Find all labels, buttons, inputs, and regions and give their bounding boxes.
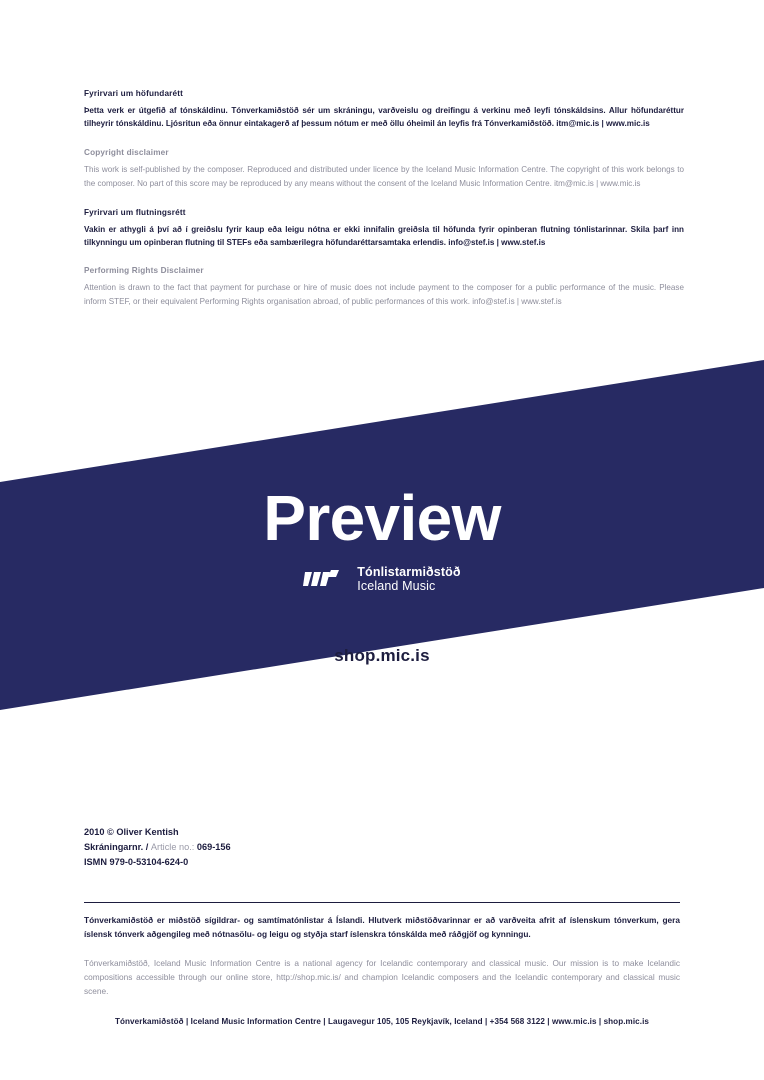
performing-rights-icelandic-body: Vakin er athygli á því að í greiðslu fyrir kaup eða leigu nótna er ekki innifalin greiðsla til höfunda fyrir opinberan flutning tónlistarinnar. Skila þarf inn tilkynningu um opinberan flutning til STEFs eða sambærilegra höfundaréttarsamtaka erlendis. info@stef.is | www.stef.is (84, 224, 684, 248)
article-number-line (84, 840, 684, 855)
ismn-number: ISMN 979-0-53104-624-0 (84, 856, 189, 867)
performing-rights-english-heading: Performing Rights Disclaimer (84, 266, 204, 276)
about-text-icelandic: Tónverkamiðstöð er miðstöð sígildrar- og samtímatónlistar á Íslandi. Hlutverk miðstöðvarinnar er að varðveita afrit af íslenskum tónverkum, gera íslensk tónverk aðgengileg með nótnasölu- og leigu og styðja starf íslenskra tónskálda með ráðgjöf og kynningu. (84, 915, 680, 940)
article-number-label-is: Skráningarnr. / (84, 841, 149, 852)
copyright-disclaimer-english-heading: Copyright disclaimer (84, 147, 169, 157)
preview-watermark-text: Preview (263, 482, 501, 554)
performing-rights-icelandic (84, 207, 684, 250)
mic-logo-line-2: Iceland Music (357, 579, 436, 593)
copyright-disclaimer-english-body: This work is self-published by the composer. Reproduced and distributed under licence by the Iceland Music Information Centre. The copyright of this work belongs to the composer. No part of this score may be reproduced by any means without the consent of the Iceland Music Information Centre. itm@mic.is | www.mic.is (84, 164, 684, 188)
copyright-disclaimer-icelandic (84, 88, 684, 131)
copyright-disclaimer-icelandic-body: Þetta verk er útgefið af tónskáldinu. Tónverkamiðstöð sér um skráningu, varðveislu og dreifingu á verkinu með leyfi tónskáldsins. Allur höfundaréttur tilheyrir tónskáldinu. Ljósritun eða önnur eintakagerð af þessum nótum er með öllu óheimil án leyfis frá Tónverkamiðstöð. itm@mic.is | www.mic.is (84, 106, 684, 129)
copyright-disclaimer-icelandic-heading: Fyrirvari um höfundarétt (84, 89, 184, 98)
about-text-english: Tónverkamiðstöð, Iceland Music Information Centre is a national agency for Icelandic contemporary and classical music. Our mission is to make Icelandic compositions accessible through our online store, http://shop.mic.is/ and champion Icelandic composers and the Icelandic contemporary and classical music scene. (84, 957, 680, 997)
shop-url-text: shop.mic.is (334, 646, 430, 665)
copyright-year-composer: 2010 © Oliver Kentish (84, 827, 179, 837)
legal-notices (84, 88, 684, 309)
copyright-disclaimer-english (84, 147, 684, 191)
footer-contact-line: Tónverkamiðstöð | Iceland Music Information Centre | Laugavegur 105, 105 Reykjavík, Iceland | +354 568 3122 | www.mic.is | shop.mic.is (114, 1017, 649, 1026)
mic-logo-line-1: Tónlistarmiðstöð (357, 565, 461, 579)
about-section (84, 913, 680, 998)
catalogue-info (84, 825, 684, 870)
performing-rights-english (84, 265, 684, 309)
article-number-value: 069-156 (196, 841, 231, 852)
section-divider (84, 902, 680, 903)
performing-rights-english-body: Attention is drawn to the fact that payment for purchase or hire of music does not include payment to the composer for a public performance of the music. Please inform STEF, or their equivalent Performing Rights organisation abroad, of public performances of this work. info@stef.is | www.stef.is (84, 283, 684, 307)
performing-rights-icelandic-heading: Fyrirvari um flutningsrétt (84, 207, 186, 217)
article-number-label-en: Article no.: (150, 841, 195, 852)
